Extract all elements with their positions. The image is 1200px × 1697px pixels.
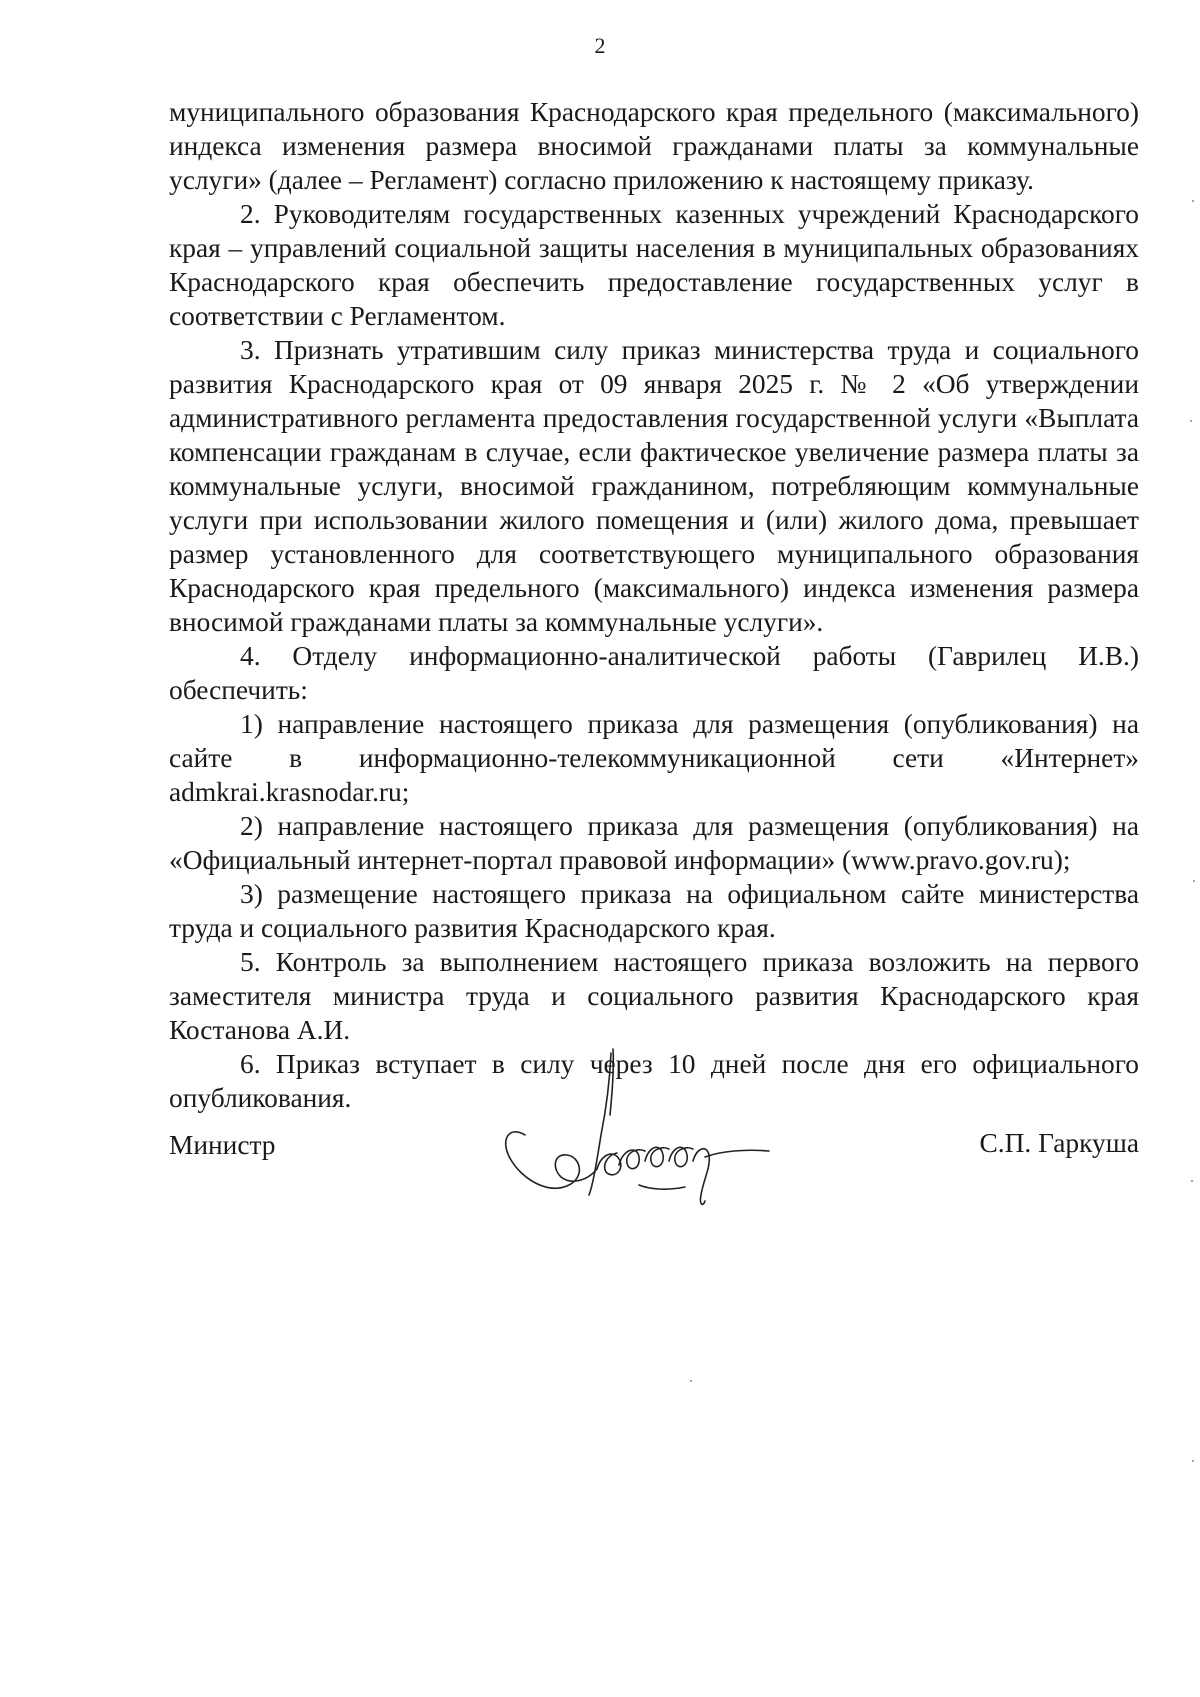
scan-speck xyxy=(1192,1460,1194,1462)
paragraph-item-2: 2. Руководителям государственных казенных учреждений Краснодарского края – управлений социальной защиты населения в муниципальных образованиях Краснодарского края обеспечить предоставление государственных услуг в соответствии с Регламентом. xyxy=(169,199,1139,331)
scan-speck xyxy=(1193,880,1195,882)
paragraph-subitem-2: 2) направление настоящего приказа для размещения (опубликования) на «Официальный интернет-портал правовой информации» (www.pravo.gov.ru); xyxy=(169,811,1139,875)
paragraph-item-6: 6. Приказ вступает в силу через 10 дней после дня его официального опубликования. xyxy=(169,1049,1139,1113)
paragraph-continuation: муниципального образования Краснодарского края предельного (максимального) индекса изменения размера вносимой гражданами платы за коммунальные услуги» (далее – Регламент) согласно приложению к настоящему приказу. xyxy=(169,97,1139,195)
scan-speck xyxy=(1190,420,1192,422)
scan-speck xyxy=(1192,200,1194,202)
paragraph-item-5: 5. Контроль за выполнением настоящего приказа возложить на первого заместителя министра труда и социального развития Краснодарского края Костанова А.И. xyxy=(169,947,1139,1045)
scan-speck xyxy=(690,1380,692,1382)
signatory-title: Министр xyxy=(169,1130,276,1160)
page-number: 2 xyxy=(594,33,606,58)
signature-block xyxy=(169,1090,1139,1210)
paragraph-subitem-3: 3) размещение настоящего приказа на официальном сайте министерства труда и социального развития Краснодарского края. xyxy=(169,879,1139,943)
handwritten-signature xyxy=(489,1045,789,1225)
paragraph-item-3: 3. Признать утратившим силу приказ министерства труда и социального развития Краснодарского края от 09 января 2025 г. № 2 «Об утверждении административного регламента предоставления государственной услуги «Выплата компенсации гражданам в случае, если фактическое увеличение размера платы за коммунальные услуги, вносимой гражданином, потребляющим коммунальные услуги при использовании жилого помещения и (или) жилого дома, превышает размер установленного для соответствующего муниципального образования Краснодарского края предельного (максимального) индекса изменения размера вносимой гражданами платы за коммунальные услуги». xyxy=(169,335,1139,637)
paragraph-item-4: 4. Отделу информационно-аналитической работы (Гаврилец И.В.) обеспечить: xyxy=(169,641,1139,705)
paragraph-subitem-1: 1) направление настоящего приказа для размещения (опубликования) на сайте в информационно-телекоммуникационной сети «Интернет» admkrai.krasnodar.ru; xyxy=(169,709,1139,807)
scan-speck xyxy=(1191,1180,1193,1182)
scan-edge-artifacts xyxy=(1170,0,1200,1697)
signatory-name: С.П. Гаркуша xyxy=(979,1128,1139,1158)
document-body xyxy=(169,95,1139,1115)
